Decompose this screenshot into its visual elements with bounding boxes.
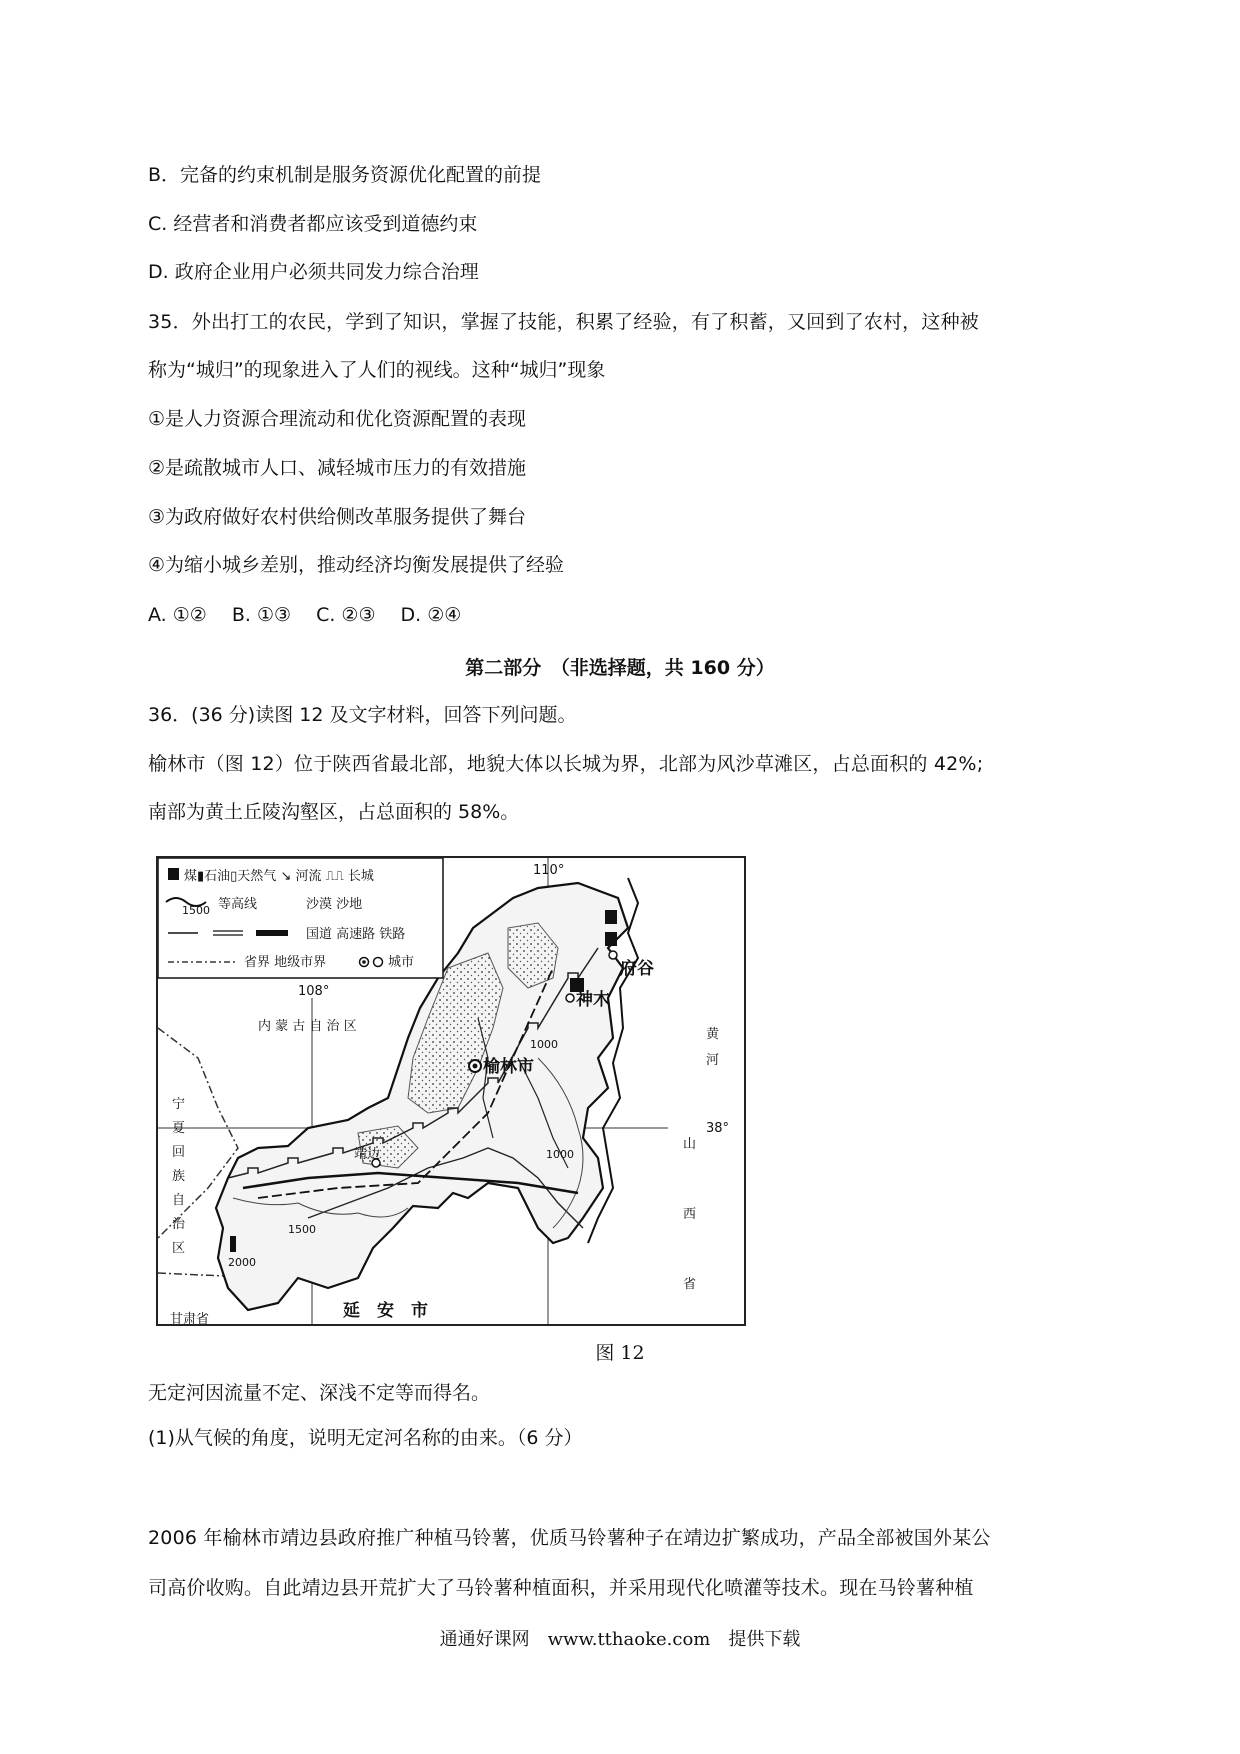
lon-110-label: 110° [533, 863, 565, 878]
option-b: B．完备的约束机制是服务资源优化配置的前提 [148, 164, 542, 186]
figure-caption: 图 12 [595, 1342, 645, 1364]
legend-city-symbol-2 [374, 958, 383, 967]
legend-contour-value: 1500 [182, 904, 210, 917]
legend-roads: 国道 高速路 铁路 [306, 927, 406, 942]
contour-1500-label: 1500 [288, 1223, 316, 1236]
yulin-label: 榆林市 [483, 1057, 534, 1077]
legend-row1: 煤▮石油▯天然气 ↘ 河流 ⎍⎍ 长城 [184, 869, 374, 884]
legend-coal-symbol [168, 868, 179, 880]
lon-108-label: 108° [298, 984, 330, 999]
fugu-label: 府谷 [620, 959, 654, 979]
city-fugu-symbol [609, 951, 617, 959]
oil-symbol [230, 1236, 236, 1252]
q35-item-3: ③为政府做好农村供给侧改革服务提供了舞台 [148, 506, 527, 528]
contour-2000-label: 2000 [228, 1256, 256, 1269]
q35-stem-line2: 称为“城归”的现象进入了人们的视线。这种“城归”现象 [148, 359, 606, 381]
city-shenmu-symbol [566, 994, 574, 1002]
page-footer: 通通好课网 www.tthaoke.com 提供下载 [439, 1629, 801, 1650]
part2-title: 第二部分 （非选择题，共 160 分） [465, 657, 775, 679]
inner-mongolia-label: 内 蒙 古 自 治 区 [258, 1019, 357, 1034]
legend-contour: 等高线 [218, 897, 258, 912]
contour-1000-label-a: 1000 [530, 1038, 558, 1051]
q36-material-line1: 榆林市（图 12）位于陕西省最北部，地貌大体以长城为界，北部为风沙草滩区，占总面积的 42%; [148, 753, 984, 775]
q36-material-line2: 南部为黄土丘陵沟壑区，占总面积的 58%。 [148, 801, 520, 823]
map-canvas [158, 858, 744, 1324]
gansu-label: 甘肃省 [170, 1312, 210, 1324]
legend-desert: 沙漠 沙地 [306, 897, 363, 912]
q36-stem: 36．(36 分)读图 12 及文字材料，回答下列问题。 [148, 704, 577, 726]
huanghe-label [706, 1027, 720, 1068]
q36-after-figure: 无定河因流量不定、深浅不定等而得名。 [148, 1382, 491, 1404]
q35-choices: A. ①② B. ①③ C. ②③ D. ②④ [148, 604, 462, 626]
shanxi-vertical-text: 山西省 [683, 1137, 697, 1292]
q36-para2-line1: 2006 年榆林市靖边县政府推广种植马铃薯，优质马铃薯种子在靖边扩繁成功，产品全部被国外某公 [148, 1527, 991, 1549]
q36-para2-line2: 司高价收购。自此靖边县开荒扩大了马铃薯种植面积，并采用现代化喷灌等技术。现在马铃薯种植 [148, 1577, 974, 1599]
q35-item-4: ④为缩小城乡差别，推动经济均衡发展提供了经验 [148, 554, 565, 576]
ningxia-vertical-text: 宁夏回族自治区 [172, 1097, 186, 1256]
coal-symbol-1 [605, 910, 617, 924]
option-c: C. 经营者和消费者都应该受到道德约束 [148, 213, 478, 235]
coal-symbol-2 [605, 932, 617, 946]
huanghe-vertical-text: 黄河 [706, 1027, 720, 1068]
q36-sub1: (1)从气候的角度，说明无定河名称的由来。（6 分） [148, 1427, 583, 1449]
legend-bounds: 省界 地级市界 [244, 955, 327, 970]
contour-1000-label-b: 1000 [546, 1148, 574, 1161]
q35-item-2: ②是疏散城市人口、减轻城市压力的有效措施 [148, 457, 527, 479]
legend-city: 城市 [388, 955, 415, 970]
city-yulin-dot [473, 1064, 478, 1069]
yulin-map [156, 856, 746, 1326]
shanxi-label [683, 1137, 696, 1292]
yanan-label: 延 安 市 [343, 1301, 428, 1321]
jingbian-label: 靖边 [354, 1147, 381, 1162]
legend-railway [256, 930, 288, 936]
option-d: D. 政府企业用户必须共同发力综合治理 [148, 261, 479, 283]
lat-38-label: 38° [706, 1121, 730, 1136]
q35-stem-line1: 35．外出打工的农民，学到了知识，掌握了技能，积累了经验，有了积蓄，又回到了农村，这种被 [148, 311, 979, 333]
q35-item-1: ①是人力资源合理流动和优化资源配置的表现 [148, 408, 527, 430]
ningxia-label [172, 1097, 186, 1256]
shenmu-label: 神木 [576, 990, 610, 1010]
legend-city-dot [362, 960, 366, 964]
